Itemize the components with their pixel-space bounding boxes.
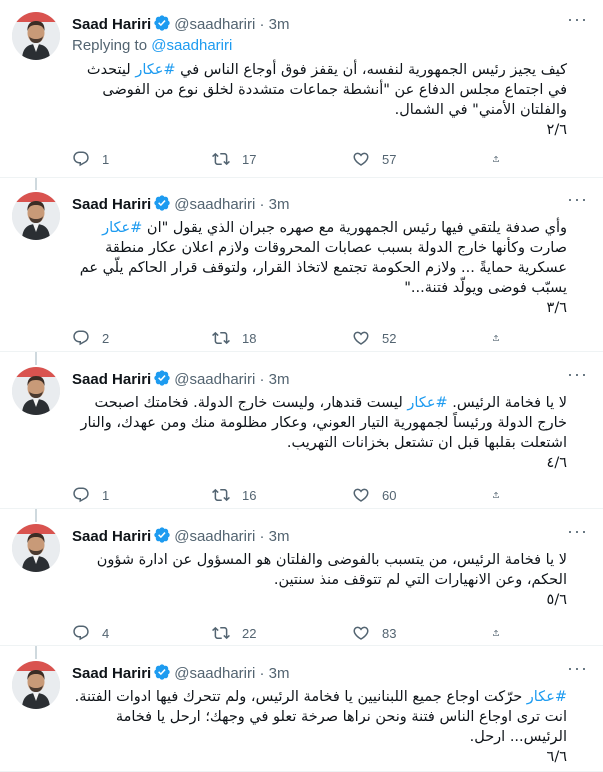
author-handle[interactable]: @saadhariri — [174, 371, 256, 388]
text-segment: خارج الدولة ورئيساً لجمهورية التيار العوني، وعكار مظلومة منك ومن عهدك، والنار — [80, 415, 567, 431]
text-segment: لا يا فخامة الرئيس. — [447, 395, 567, 411]
action-count: 18 — [242, 330, 257, 346]
retweet-icon — [212, 329, 230, 347]
share-icon — [492, 486, 500, 504]
tweet-text-line — [72, 238, 567, 258]
avatar[interactable] — [12, 12, 60, 60]
like-button[interactable] — [352, 149, 462, 169]
text-segment: الحكم، وعن الانهيارات التي لم تتوقف منذ سنتين. — [273, 572, 567, 588]
heart-icon — [352, 486, 370, 504]
verified-badge-icon — [153, 194, 171, 212]
replying-to-handle-link[interactable]: @saadhariri — [151, 37, 233, 54]
action-count: 2 — [102, 330, 110, 346]
retweet-button[interactable] — [212, 485, 322, 505]
text-segment: لا يا فخامة الرئيس، من يتسبب بالفوضى والفلتان هو المسؤول عن ادارة شؤون — [96, 552, 567, 568]
tweet-header — [72, 663, 559, 683]
retweet-icon — [212, 150, 230, 168]
action-count: 57 — [382, 151, 397, 167]
author-handle[interactable]: @saadhariri — [174, 16, 256, 33]
author-name[interactable]: Saad Hariri — [72, 16, 152, 33]
tweet-text-line — [72, 218, 567, 238]
heart-icon — [352, 329, 370, 347]
text-segment: حرّكت اوجاع جميع اللبنانيين يا فخامة الرئيس، ولم تتحرك فيها ادوات الفتنة. — [74, 689, 527, 705]
text-segment: ٢/٦ — [546, 122, 567, 138]
text-segment: ٤/٦ — [546, 455, 567, 471]
text-segment: الرئيس... ارحل. — [469, 729, 567, 745]
share-button[interactable] — [492, 328, 512, 348]
tweet-actions — [72, 328, 512, 348]
avatar[interactable] — [12, 661, 60, 709]
separator-dot: · — [255, 16, 269, 33]
text-segment: يسبّب فوضى ويولّد فتنة..." — [404, 280, 567, 296]
text-segment: ٣/٦ — [546, 300, 567, 316]
more-options-icon[interactable]: ··· — [567, 521, 588, 541]
like-button[interactable] — [352, 485, 462, 505]
tweet[interactable] — [0, 646, 603, 772]
more-options-icon[interactable]: ··· — [567, 364, 588, 384]
tweet-text-line — [72, 278, 567, 298]
retweet-icon — [212, 486, 230, 504]
reply-button[interactable] — [72, 149, 182, 169]
reply-button[interactable] — [72, 623, 182, 643]
tweet-text — [72, 393, 567, 473]
action-count: 83 — [382, 625, 397, 641]
tweet-header — [72, 194, 559, 214]
tweet-header — [72, 14, 559, 34]
text-segment: ليتحدث — [86, 62, 136, 78]
action-count: 16 — [242, 487, 257, 503]
tweet-text-line — [72, 453, 567, 473]
verified-badge-icon — [153, 14, 171, 32]
tweet-text — [72, 550, 567, 610]
tweet-header — [72, 526, 559, 546]
tweet[interactable] — [0, 509, 603, 646]
text-segment: اشتعلت بقلبها قبل ان تشتعل بخزانات التهريب. — [286, 435, 567, 451]
thread-connector-line — [35, 178, 37, 190]
tweet-text-line — [72, 100, 567, 120]
heart-icon — [352, 150, 370, 168]
thread-connector-line — [35, 352, 37, 365]
retweet-button[interactable] — [212, 623, 322, 643]
share-button[interactable] — [492, 485, 512, 505]
hashtag-link[interactable]: #عكار — [526, 689, 567, 705]
tweet-text-line — [72, 590, 567, 610]
avatar[interactable] — [12, 192, 60, 240]
text-segment: ٥/٦ — [546, 592, 567, 608]
separator-dot: · — [255, 665, 269, 682]
timestamp[interactable]: 3m — [268, 665, 290, 682]
tweet-text-line — [72, 707, 567, 727]
retweet-icon — [212, 624, 230, 642]
avatar[interactable] — [12, 524, 60, 572]
tweet-text-line — [72, 747, 567, 767]
like-button[interactable] — [352, 328, 462, 348]
retweet-button[interactable] — [212, 149, 322, 169]
timestamp[interactable]: 3m — [268, 16, 290, 33]
tweet-text-line — [72, 570, 567, 590]
reply-icon — [72, 624, 90, 642]
thread-connector-line — [35, 646, 37, 659]
text-segment: والفلتان الأمني" في الشمال. — [394, 102, 567, 118]
tweet-text-line — [72, 258, 567, 278]
tweet-text-line — [72, 687, 567, 707]
tweet-text-line — [72, 120, 567, 140]
tweet-text — [72, 60, 567, 140]
replying-to-prefix: Replying to — [72, 37, 152, 54]
replying-to-label — [72, 36, 232, 56]
tweet-actions — [72, 485, 512, 505]
share-icon — [492, 150, 500, 168]
hashtag-link[interactable]: #عكار — [407, 395, 448, 411]
tweet[interactable] — [0, 178, 603, 352]
author-handle[interactable]: @saadhariri — [174, 665, 256, 682]
text-segment: في اجتماع مجلس الدفاع عن "أنشطة جماعات متشددة لخلق نوع من الفوضى — [102, 82, 567, 98]
avatar[interactable] — [12, 367, 60, 415]
author-handle[interactable]: @saadhariri — [174, 528, 256, 545]
text-segment: انت ترى اوجاع الناس فتنة ونحن نراها صرخة تعلو في وجهك؛ ارحل يا فخامة — [115, 709, 567, 725]
reply-icon — [72, 486, 90, 504]
text-segment: ليست قندهار، وليست خارج الدولة. فخامتك اصبحت — [94, 395, 408, 411]
tweet-actions — [72, 623, 512, 643]
thread-connector-line — [35, 509, 37, 522]
text-segment: كيف يجيز رئيس الجمهورية لنفسه، أن يقفز فوق أوجاع الناس في — [175, 62, 567, 78]
tweet-text-line — [72, 393, 567, 413]
reply-icon — [72, 150, 90, 168]
action-count: 60 — [382, 487, 397, 503]
text-segment: وأي صدفة يلتقي فيها رئيس الجمهورية مع صهره جبران الذي يقول "ان — [142, 220, 567, 236]
tweet-text-line — [72, 80, 567, 100]
tweet-text-line — [72, 727, 567, 747]
separator-dot: · — [255, 528, 269, 545]
tweet[interactable] — [0, 0, 603, 178]
share-button[interactable] — [492, 623, 512, 643]
separator-dot: · — [255, 371, 269, 388]
tweet-text — [72, 218, 567, 318]
tweet-text-line — [72, 433, 567, 453]
author-name[interactable]: Saad Hariri — [72, 528, 152, 545]
action-count: 1 — [102, 151, 110, 167]
tweet-actions — [72, 149, 512, 169]
share-button[interactable] — [492, 149, 512, 169]
heart-icon — [352, 624, 370, 642]
verified-badge-icon — [153, 526, 171, 544]
retweet-button[interactable] — [212, 328, 322, 348]
text-segment: ٦/٦ — [546, 749, 567, 765]
action-count: 1 — [102, 487, 110, 503]
more-options-icon[interactable]: ··· — [567, 9, 588, 29]
more-options-icon[interactable]: ··· — [567, 658, 588, 678]
share-icon — [492, 624, 500, 642]
tweet[interactable] — [0, 352, 603, 509]
separator-dot: · — [255, 196, 269, 213]
action-count: 4 — [102, 625, 110, 641]
timestamp[interactable]: 3m — [268, 196, 290, 213]
tweet-text — [72, 687, 567, 767]
tweet-text-line — [72, 413, 567, 433]
reply-button[interactable] — [72, 328, 182, 348]
action-count: 17 — [242, 151, 257, 167]
verified-badge-icon — [153, 369, 171, 387]
hashtag-link[interactable]: #عكار — [102, 220, 143, 236]
author-name[interactable]: Saad Hariri — [72, 665, 152, 682]
timestamp[interactable]: 3m — [268, 528, 290, 545]
verified-badge-icon — [153, 663, 171, 681]
like-button[interactable] — [352, 623, 462, 643]
more-options-icon[interactable]: ··· — [567, 189, 588, 209]
timestamp[interactable]: 3m — [268, 371, 290, 388]
tweet-header — [72, 369, 559, 389]
author-name[interactable]: Saad Hariri — [72, 196, 152, 213]
tweet-text-line — [72, 298, 567, 318]
action-count: 22 — [242, 625, 257, 641]
hashtag-link[interactable]: #عكار — [135, 62, 176, 78]
text-segment: صارت وكأنها خارج الدولة بسبب عصابات المحروقات ولازم اعلان عكار منطقة — [105, 240, 567, 256]
tweet-text-line — [72, 60, 567, 80]
text-segment: عسكرية حمايةً ... ولازم الحكومة تجتمع لاتخاذ القرار، ولتوقف قرار الحاكم يلّي عم — [79, 260, 567, 276]
reply-icon — [72, 329, 90, 347]
reply-button[interactable] — [72, 485, 182, 505]
share-icon — [492, 329, 500, 347]
author-name[interactable]: Saad Hariri — [72, 371, 152, 388]
action-count: 52 — [382, 330, 397, 346]
tweet-text-line — [72, 550, 567, 570]
author-handle[interactable]: @saadhariri — [174, 196, 256, 213]
